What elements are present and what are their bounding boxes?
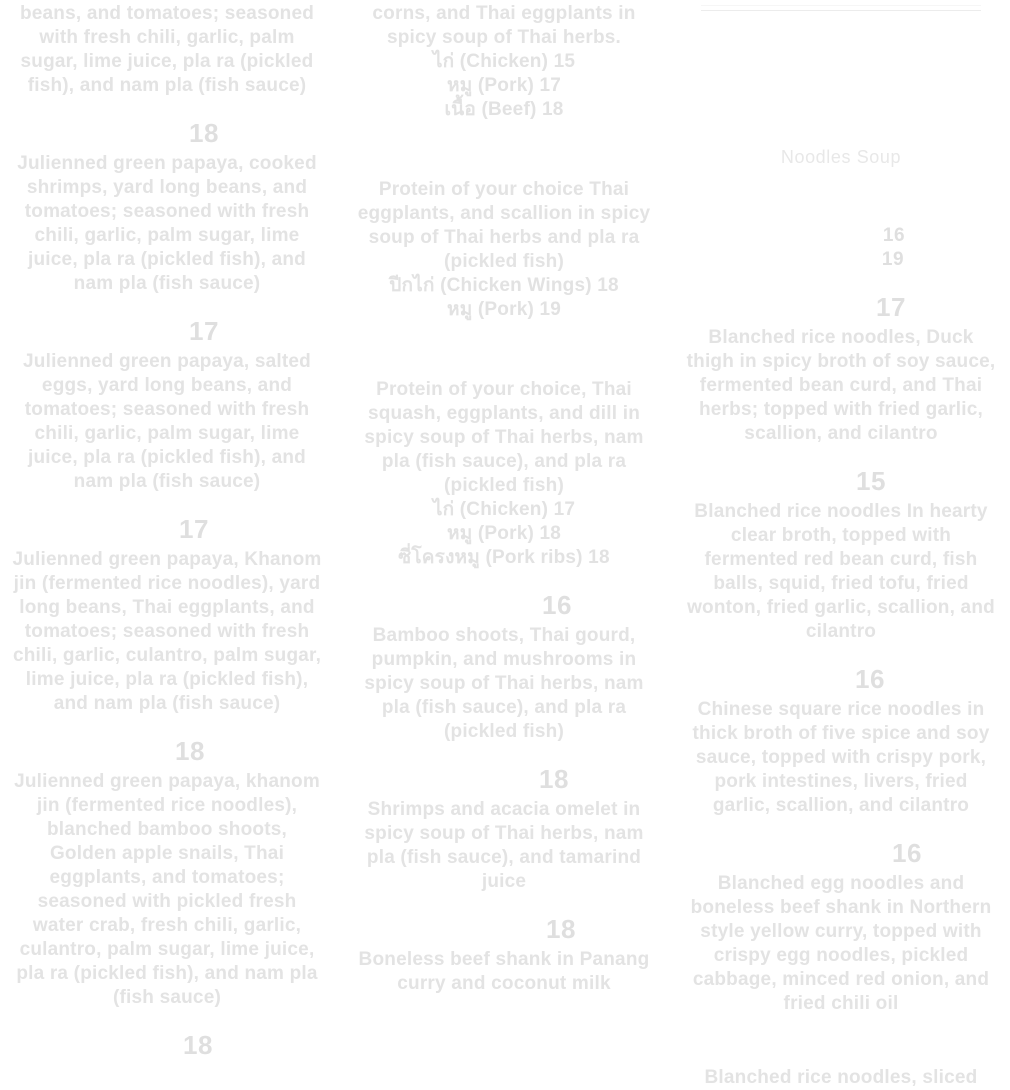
protein-option: ไก่ (Chicken) 15 bbox=[432, 51, 576, 72]
protein-options bbox=[349, 498, 659, 570]
item-description: Boneless beef shank in Panang curry and coconut milk bbox=[358, 949, 650, 994]
item-description: Shrimps and acacia omelet in spicy soup of Thai herbs, nam pla (fish sauce), and tamarind juice bbox=[364, 799, 644, 892]
protein-options bbox=[349, 50, 659, 122]
menu-column-papaya-salad bbox=[12, 0, 322, 1087]
item-description: Julienned green papaya, khanom jin (fermented rice noodles), blanched bamboo shoots, Golden apple snails, Thai eggplants, and tomatoes; seasoned with pickled fresh water crab, fresh chili, garlic, culantro, palm sugar, lime juice, pla ra (pickled fish), and nam pla (fish sauce) bbox=[14, 771, 320, 1008]
item-price: 17 bbox=[179, 514, 209, 544]
item-description: Bamboo shoots, Thai gourd, pumpkin, and mushrooms in spicy soup of Thai herbs, nam pla (fish sauce), and pla ra (pickled fish) bbox=[364, 625, 644, 742]
item-price: 18 bbox=[546, 914, 576, 944]
section-heading-noodles-soup: Noodles Soup bbox=[780, 147, 902, 167]
item-description: Protein of your choice Thai eggplants, and scallion in spicy soup of Thai herbs and pla ra (pickled fish) bbox=[357, 179, 651, 272]
item-description: corns, and Thai eggplants in spicy soup of Thai herbs. bbox=[372, 3, 636, 48]
protein-option: ไก่ (Chicken) 17 bbox=[432, 499, 576, 520]
item-description: Blanched rice noodles, sliced bbox=[704, 1067, 978, 1088]
item-price: 18 bbox=[539, 764, 569, 794]
protein-option: หมู (Pork) 17 bbox=[446, 75, 562, 96]
item-price: 15 bbox=[856, 466, 886, 496]
item-price: 16 bbox=[882, 225, 906, 246]
item-description: Blanched rice noodles, Duck thigh in spicy broth of soy sauce, fermented bean curd, and Thai herbs; topped with fried garlic, scallion, and cilantro bbox=[686, 327, 996, 444]
protein-option: ปีกไก่ (Chicken Wings) 18 bbox=[389, 275, 619, 296]
menu-column-noodles-soup bbox=[686, 0, 996, 1087]
section-divider bbox=[701, 5, 981, 11]
item-description: Julienned green papaya, salted eggs, yard long beans, and tomatoes; seasoned with fresh chili, garlic, palm sugar, lime juice, pla ra (pickled fish), and nam pla (fish sauce) bbox=[23, 351, 311, 492]
menu-column-soups bbox=[349, 0, 659, 1087]
protein-option: ซี่โครงหมู (Pork ribs) 18 bbox=[398, 547, 610, 568]
item-price: 17 bbox=[189, 316, 219, 346]
item-price: 18 bbox=[175, 736, 205, 766]
item-price: 17 bbox=[876, 292, 906, 322]
item-description: Blanched egg noodles and boneless beef shank in Northern style yellow curry, topped with crispy egg noodles, pickled cabbage, minced red onion, and fried chili oil bbox=[690, 873, 992, 1014]
protein-option: หมู (Pork) 18 bbox=[446, 523, 562, 544]
item-description: Protein of your choice, Thai squash, eggplants, and dill in spicy soup of Thai herbs, nam pla (fish sauce), and pla ra (pickled fish) bbox=[364, 379, 644, 496]
protein-options bbox=[349, 274, 659, 322]
protein-option: เนื้อ (Beef) 18 bbox=[444, 99, 564, 120]
item-price: 18 bbox=[183, 1030, 213, 1060]
item-price: 18 bbox=[189, 118, 219, 148]
item-description: beans, and tomatoes; seasoned with fresh chili, garlic, palm sugar, lime juice, pla ra (pickled fish), and nam pla (fish sauce) bbox=[19, 3, 315, 96]
protein-option: หมู (Pork) 19 bbox=[446, 299, 562, 320]
item-description: Julienned green papaya, cooked shrimps, yard long beans, and tomatoes; seasoned with fresh chili, garlic, palm sugar, lime juice, pla ra (pickled fish), and nam pla (fish sauce) bbox=[17, 153, 317, 294]
item-description: Julienned green papaya, Khanom jin (fermented rice noodles), yard long beans, Thai eggplants, and tomatoes; seasoned with fresh chili, garlic, culantro, palm sugar, lime juice, pla ra (pickled fish), and nam pla (fish sauce) bbox=[12, 549, 322, 714]
item-price: 16 bbox=[542, 590, 572, 620]
item-price: 19 bbox=[881, 249, 905, 270]
item-price: 16 bbox=[855, 664, 885, 694]
item-description: Blanched rice noodles In hearty clear broth, topped with fermented red bean curd, fish balls, squid, fried tofu, fried wonton, fried garlic, scallion, and cilantro bbox=[687, 501, 995, 642]
item-description: Chinese square rice noodles in thick broth of five spice and soy sauce, topped with crispy pork, pork intestines, livers, fried garlic, scallion, and cilantro bbox=[692, 699, 990, 816]
item-price: 16 bbox=[892, 838, 922, 868]
